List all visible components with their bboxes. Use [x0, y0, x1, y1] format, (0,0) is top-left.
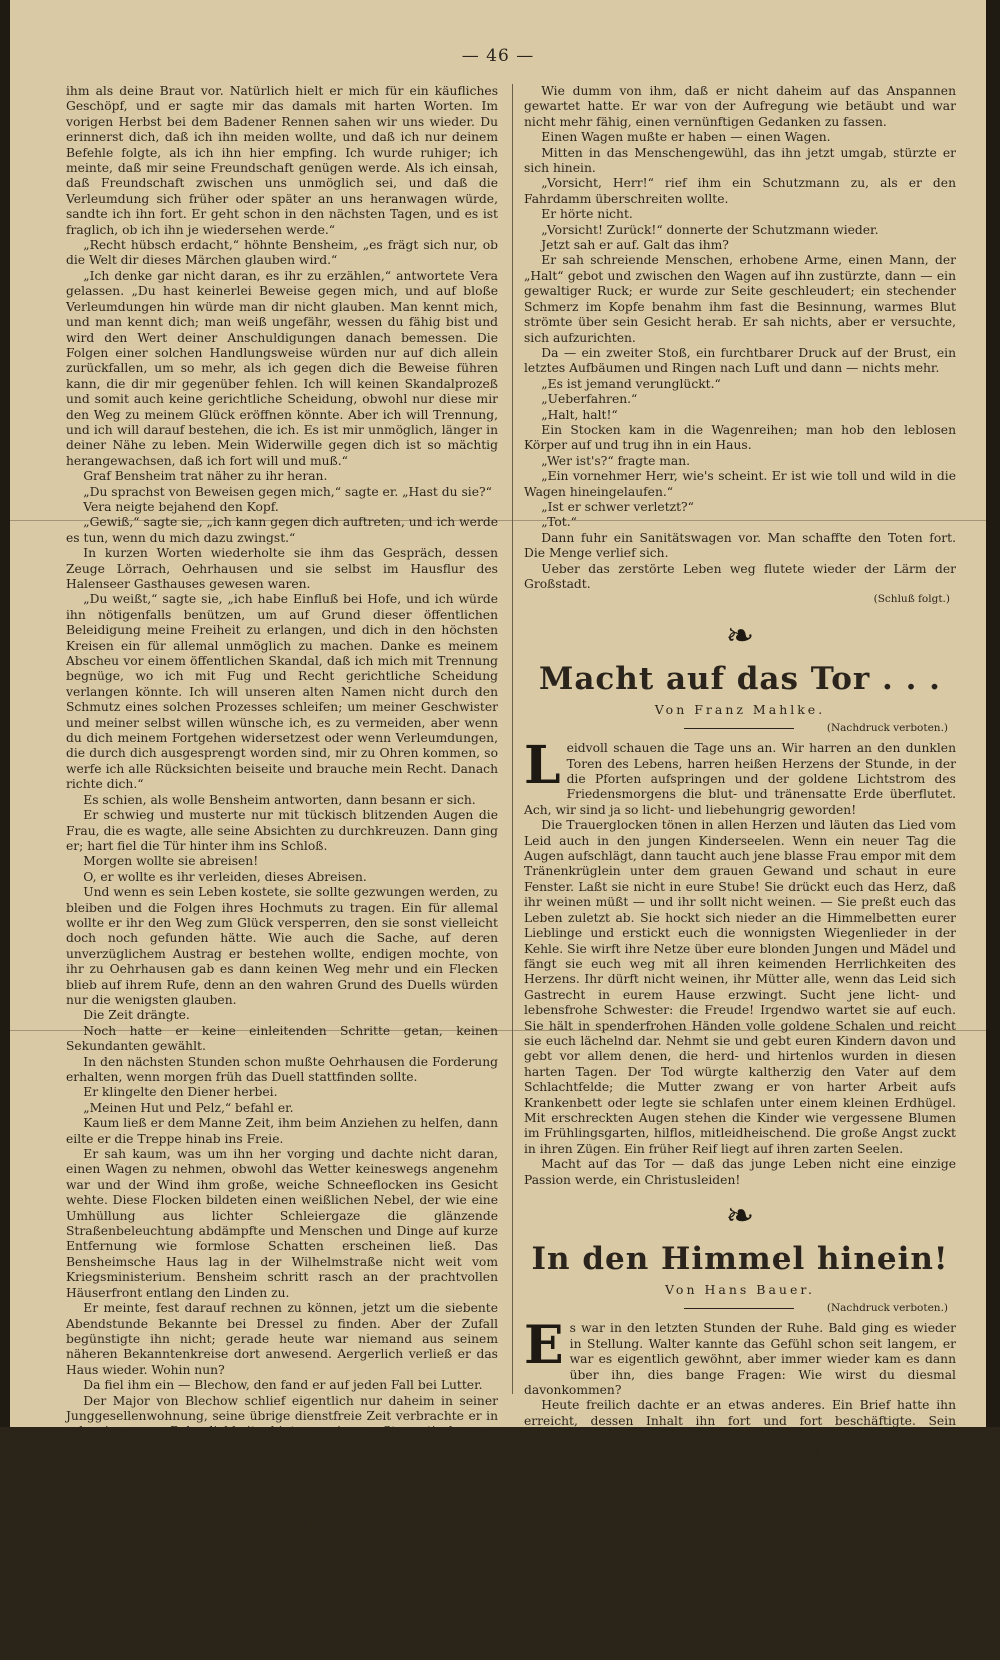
- paragraph: Noch hatte er keine einleitenden Schritte getan, keinen Sekundanten gewählt.: [66, 1023, 498, 1054]
- paragraph: Else Harder, die schöne, stolze, blonde Else, die er — Walter — schon so lange heimlich liebte. Kein Mensch wußte um diese Liebe. Er hatte ihr Bild im Herzen getragen und im Herzen verschlossen.: [524, 1475, 956, 1521]
- paragraph: „Vorsicht, Herr!“ rief ihm ein Schutzmann zu, als er den Fahrdamm überschreiten wollte.: [524, 176, 956, 206]
- story-title: In den Himmel hinein!: [531, 1241, 949, 1277]
- byline-rule-row: [524, 1301, 956, 1317]
- paragraph: [524, 735, 956, 818]
- drop-cap: L: [524, 735, 561, 797]
- paragraph: Es ist freilich bitter, einen lieben Traum so zerrinnen zu sehen, sich einen treu und heilig gehegten Wunsch aus dem Sinn schlagen zu müssen.: [524, 1614, 956, 1659]
- paragraph-text: s war in den letzten Stunden der Ruhe. Bald ging es wieder in Stellung. Walter kannte das Gefühl schon seit langem, er war es eigentlich gewöhnt, aber immer wieder kam es dann über ihn, dies bange Fragen: Wie wirst du diesmal davonkommen?: [524, 1321, 956, 1398]
- byline-rule-row: [524, 721, 956, 737]
- paragraph: Mitten in das Menschengewühl, das ihn jetzt umgab, stürzte er sich hinein.: [524, 145, 956, 176]
- paragraph: „Du weißt,“ sagte sie, „ich habe Einfluß bei Hofe, und ich würde ihn nötigenfalls benützen, um auf Grund dieser öffentlichen Beleidigung meine Freiheit zu erlangen, und dich in den höchsten Kreisen ein für allemal unmöglich zu machen. Danke es meinem Abscheu vor einem öffentlichen Skandal, daß ich mich mit Trennung begnüge, wo ich mit Fug und Recht gerichtliche Scheidung verlangen könnte. Ich will unseren alten Namen nicht durch den Schmutz eines solchen Prozesses schleifen; um meiner Geschwister und meiner selbst willen wünsche ich, es zu vermeiden, aber wenn du dich meinem Fortgehen widersetzest oder wenn Verleumdungen, die durch dich ausgesprengt worden sind, mir zu Ohren kommen, so werfe ich alle Rücksichten beiseite und brauche mein Recht. Danach richte dich.“: [66, 592, 498, 792]
- paragraph: „Du sprachst von Beweisen gegen mich,“ sagte er. „Hast du sie?“: [83, 484, 492, 499]
- story-body: [524, 735, 956, 1188]
- paragraph: ihm als deine Braut vor. Natürlich hielt er mich für ein käufliches Geschöpf, und er sagte mir das damals mit harten Worten. Im vorigen Herbst bei dem Badener Rennen sahen wir uns wieder. Du erinnerst dich, daß ich ihn meiden wollte, und daß ich nur deinem Befehle folgte, als ich ihn hier empfing. Ich wurde ruhiger; ich meinte, daß mir seine Freundschaft genügen werde. Als ich einsah, daß Freundschaft zwischen uns unmöglich sei, und daß die Verleumdung sich früher oder später an uns heranwagen würde, sandte ich ihn fort. Er geht schon in den nächsten Tagen, und es ist fraglich, ob ich ihn je wiedersehen werde.“: [66, 84, 498, 237]
- paragraph: „Meinen Hut und Pelz,“ befahl er.: [83, 1100, 294, 1115]
- paragraph: Er sah kaum, was um ihn her vorging und dachte nicht daran, einen Wagen zu nehmen, obwohl das Wetter keineswegs angenehm war und der Wind ihm große, weiche Schneeflocken ins Gesicht wehte. Diese Flocken bildeten einen weißlichen Nebel, der wie eine Umhüllung aus lichter Schleiergaze die glänzende Straßenbeleuchtung abdämpfte und Menschen und Dinge auf kurze Entfernung wie formlose Schatten erscheinen ließ. Das Bensheimsche Haus lag in der Wilhelmstraße nicht weit vom Kriegsministerium. Bensheim schritt rasch an der prachtvollen Häuserfront entlang den Linden zu.: [66, 1147, 498, 1300]
- fleuron-ornament-icon: ❧: [725, 1196, 755, 1236]
- paragraph: Der Major von Blechow schlief eigentlich nur daheim in seiner Junggesellenwohnung, seine übrige dienstfreie Zeit verbrachte er in schweigsamer Behaglichkeit hinter seinem Stammtische am Gendarmenmarkte.: [66, 1393, 498, 1454]
- story-body: [524, 1315, 956, 1660]
- paragraph: Morgen wollte sie abreisen!: [83, 854, 259, 869]
- paragraph: Wie dumm von ihm, daß er nicht daheim auf das Anspannen gewartet hatte. Er war von der Aufregung wie betäubt und war nicht mehr fähig, einen vernünftigen Gedanken zu fassen.: [524, 84, 956, 129]
- page-number: — 46 —: [461, 46, 535, 66]
- paragraph: Er schwieg und musterte nur mit tückisch blitzenden Augen die Frau, die es wagte, alle seine Absichten zu durchkreuzen. Dann ging er; hart fiel die Tür hinter ihm ins Schloß.: [66, 808, 498, 853]
- paragraph: Jetzt sah er auf. Galt das ihm?: [541, 238, 729, 253]
- paragraph: Mit einem Fluch auf den Lippen lief Bensheim weiter.: [83, 1516, 419, 1531]
- paragraph: Er sah schreiende Menschen, erhobene Arme, einen Mann, der „Halt“ gebot und zwischen den Wagen auf ihn zustürzte, dann — ein gewaltiger Ruck; er wurde zur Seite geschleudert; ein stechender Schmerz im Kopfe benahm ihm fast die Besinnung, warmes Blut strömte über sein Gesicht herab. Er sah nichts, aber er versuchte, sich aufzurichten.: [524, 253, 956, 345]
- scan-edge-left: [0, 0, 10, 1427]
- paragraph: Er meinte, fest darauf rechnen zu können, jetzt um die siebente Abendstunde Bekannte bei Dressel zu finden. Aber der Zufall begünstigte ihn nicht; gerade heute war niemand aus seinem näheren Bekanntenkreise dort anwesend. Aergerlich verließ er das Haus wieder. Wohin nun?: [66, 1301, 498, 1377]
- paragraph: „Halt, halt!“: [541, 407, 618, 422]
- paragraph: In den nächsten Stunden schon mußte Oehrhausen die Forderung erhalten, wenn morgen früh das Duell stattfinden sollte.: [66, 1054, 498, 1084]
- paragraph: „Vorsicht! Zurück!“ donnerte der Schutzmann wieder.: [541, 222, 879, 237]
- reprint-notice: (Nachdruck verboten.): [826, 1302, 948, 1315]
- paragraph: „Recht hübsch erdacht,“ höhnte Bensheim, „es frägt sich nur, ob die Welt dir dieses Märchen glauben wird.“: [66, 238, 498, 268]
- paragraph: „Ein vornehmer Herr, wie's scheint. Er ist wie toll und wild in die Wagen hineingelaufen.“: [524, 469, 956, 499]
- serial-signoff: (Schluß folgt.): [873, 593, 950, 606]
- paragraph: „Ich denke gar nicht daran, es ihr zu erzählen,“ antwortete Vera gelassen. „Du hast keinerlei Beweise gegen mich, und auf bloße Verleumdungen hin würde man dir nicht glauben. Man kennt mich, und man kennt dich; man weiß ungefähr, wessen du fähig bist und wird den Wert deiner Anschuldigungen danach bemessen. Die Folgen einer solchen Handlungsweise würden nur auf dich allein zurückfallen, um so mehr, als ich gegen dich die Beweise führen kann, die dir mir gegenüber fehlen. Ich will keinen Skandalprozeß und somit auch keine gerichtliche Scheidung, obwohl nur diese mir den Weg zu meinem Glück eröffnen könnte. Aber ich will Trennung, und ich will darauf bestehen, die ich. Es ist mir unmöglich, länger in deiner Nähe zu leben. Mein Widerwille gegen dich ist so mächtig herangewachsen, daß ich fort will und muß.“: [66, 268, 498, 468]
- paragraph: „Ueberfahren.“: [541, 392, 638, 407]
- paragraph: Es schien, als wolle Bensheim antworten, dann besann er sich.: [83, 792, 476, 807]
- paragraph-text: eidvoll schauen die Tage uns an. Wir harren an den dunklen Toren des Lebens, harren heißen Herzens der Stunde, in der die Pforten aufspringen und der goldene Lichtstrom des Friedensmorgens die blut- und tränensatte Erde überflutet. Ach, wir sind ja so licht- und liebehungrig geworden!: [524, 741, 956, 817]
- paragraph: Ein Stocken kam in die Wagenreihen; man hob den leblosen Körper auf und trug ihn in ein Haus.: [524, 422, 956, 453]
- paragraph: Er war denn auch heute dagewesen, aber wenige Minuten vor Bensheims Ankunft aufgebrochen, um die Oper zu besuchen. Ein berühmter Gast, der heute den „Lohengrin“ sang, hatte den Major verleitet, seine gewohnte Abendsitzung aufzugeben.: [66, 1455, 498, 1516]
- paragraph: Einen Wagen mußte er haben — einen Wagen.: [541, 130, 831, 145]
- paragraph: Heute freilich dachte er an etwas anderes. Ein Brief hatte ihn erreicht, dessen Inhalt ihn fort und fort beschäftigte. Sein Jugendfreund, der Lehrerssohn, der als Leutnant daheim in Urlaub weilte, hatte ihm mitgeteilt, daß er sich mit Else Harder verlobt habe.: [524, 1398, 956, 1475]
- reprint-notice: (Nachdruck verboten.): [826, 722, 948, 735]
- paragraph: „Ist er schwer verletzt?“: [541, 499, 694, 514]
- right-column: [524, 84, 956, 1659]
- left-column: [66, 84, 498, 1593]
- fleuron-ornament-icon: ❧: [725, 615, 755, 656]
- drop-cap: E: [524, 1315, 564, 1377]
- paragraph: Da — ein zweiter Stoß, ein furchtbarer Druck auf der Brust, ein letztes Aufbäumen und Ringen nach Luft und dann — nichts mehr.: [524, 345, 956, 376]
- paragraph: [524, 1315, 956, 1398]
- paragraph: Macht auf das Tor — daß das junge Leben nicht eine einzige Passion werde, ein Christusleiden!: [524, 1157, 956, 1187]
- paragraph: „Tot.“: [541, 515, 577, 530]
- short-rule: [684, 1308, 794, 1309]
- serial-continuation: [524, 84, 956, 592]
- paragraph: Hatte sich denn alles gegen ihn verschworen? Er sah sich jetzt nach einem Wagen um, denn der Bekannte, den er aufsuchen wollte, wohnte ziemlich weit draußen im Westen. Aber gerade jetzt zur Theaterzeit waren alle Droschken unterwegs.: [66, 1532, 498, 1593]
- paragraph: Er klingelte den Diener herbei.: [83, 1085, 278, 1100]
- paragraph: Dann fuhr ein Sanitätswagen vor. Man schaffte den Toten fort. Die Menge verlief sich.: [524, 530, 956, 561]
- story-title: Macht auf das Tor . . .: [539, 660, 941, 697]
- paragraph: Die Trauerglocken tönen in allen Herzen und läuten das Lied vom Leid auch in den jungen Kinderseelen. Wenn ein neuer Tag die Augen aufschlägt, dann taucht auch jene blasse Frau empor mit dem Tränenkrüglein unter dem grauen Gewand und schaut in eure Fenster. Laßt sie nicht in eure Stube! Sie drückt euch das Herz, daß ihr weinen müßt — und ihr sollt nicht weinen. — Sie preßt euch das Leben zuletzt ab. Sie hockt sich nieder an die Himmelbetten eurer Lieblinge und erstickt euch die wonnigsten Wiegenlieder in der Kehle. Sie wirft ihre Netze über eure blonden Jungen und Mädel und fängt sie euch weg mit all ihren keimenden Herrlichkeiten des Herzens. Ihr dürft nicht weinen, ihr Mütter alle, wenn das Leid sich Gastrecht in eurem Hause erzwingt. Sucht jene licht- und lebensfrohe Schwester: die Freude! Irgendwo wartet sie auf euch. Sie hält in spenderfrohen Händen volle goldene Schalen und reicht sie euch lächelnd dar. Nehmt sie und gebt euren Kindern davon und gebt vor allem denen, die herd- und hirtenlos wurden in diesen harten Tagen. Der Tod würgte kaltherzig den Vater auf dem Schlachtfelde; die Mutter zwang er von harter Arbeit aufs Krankenbett oder legte sie schlafen unter einem kleinen Erdhügel. Mit erschreckten Augen stehen die Kinder wie vergessene Blumen im Frühlingsgarten, hilflos, mitleidheischend. Die große Angst zuckt in ihren Zügen. Ein früher Reif liegt auf ihren zarten Seelen.: [524, 818, 956, 1156]
- paragraph: Die Zeit drängte.: [83, 1008, 190, 1023]
- column-divider: [512, 84, 513, 1394]
- paragraph: Und wenn es sein Leben kostete, sie sollte gezwungen werden, zu bleiben und die Folgen ihres Hochmuts zu tragen. Ein für allemal wollte er ihr den Weg zum Glück versperren, den sie sonst vielleicht doch noch gefunden hätte. Wie auch die Sache, auf deren unverzüglichem Austrag er bestehen wollte, endigen mochte, von ihr zu Oehrhausen gab es dann keinen Weg mehr und ein Flecken blieb auf ihrem Rufe, denn an den wahren Grund des Duells würden nur die wenigsten glauben.: [66, 885, 498, 1007]
- paragraph: Nun, das mußte herunter. Seinem Freund wollte er darum nicht gram werden. Wenn er gesund heimkommt aus dem Krieg, dann wird Gott ihm schon die Rechte zuführen. Diesen Glauben hatte Walter.: [524, 1552, 956, 1613]
- paragraph: „Wer ist's?“ fragte man.: [541, 453, 691, 468]
- story-byline: Von Franz Mahlke.: [654, 701, 826, 717]
- scan-edge-right: [986, 0, 1000, 1427]
- paragraph: Da fiel ihm ein — Blechow, den fand er auf jeden Fall bei Lutter.: [83, 1378, 483, 1393]
- paragraph: O, er wollte es ihr verleiden, dieses Abreisen.: [83, 869, 367, 884]
- paragraph: Aber das war es ja eben — hätte er ihr gegenüber einmal von seiner Liebe geredet — vielleicht — — —!: [524, 1521, 956, 1552]
- short-rule: [684, 728, 794, 729]
- paragraph: In kurzen Worten wiederholte sie ihm das Gespräch, dessen Zeuge Lörrach, Oehrhausen und sie selbst im Hausflur des Halenseer Gasthauses gewesen waren.: [66, 546, 498, 591]
- story-byline: Von Hans Bauer.: [665, 1282, 815, 1297]
- paragraph: Kaum ließ er dem Manne Zeit, ihm beim Anziehen zu helfen, dann eilte er die Treppe hinab ins Freie.: [66, 1116, 498, 1146]
- paragraph: „Es ist jemand verunglückt.“: [541, 376, 721, 391]
- paragraph: Vera neigte bejahend den Kopf.: [83, 499, 279, 514]
- newspaper-page: [10, 0, 986, 1659]
- paragraph: Ueber das zerstörte Leben weg flutete wieder der Lärm der Großstadt.: [524, 561, 956, 591]
- paragraph: Graf Bensheim trat näher zu ihr heran.: [83, 469, 328, 484]
- paragraph: Er hörte nicht.: [541, 207, 633, 222]
- paragraph: „Gewiß,“ sagte sie, „ich kann gegen dich auftreten, und ich werde es tun, wenn du mich dazu zwingst.“: [66, 515, 498, 545]
